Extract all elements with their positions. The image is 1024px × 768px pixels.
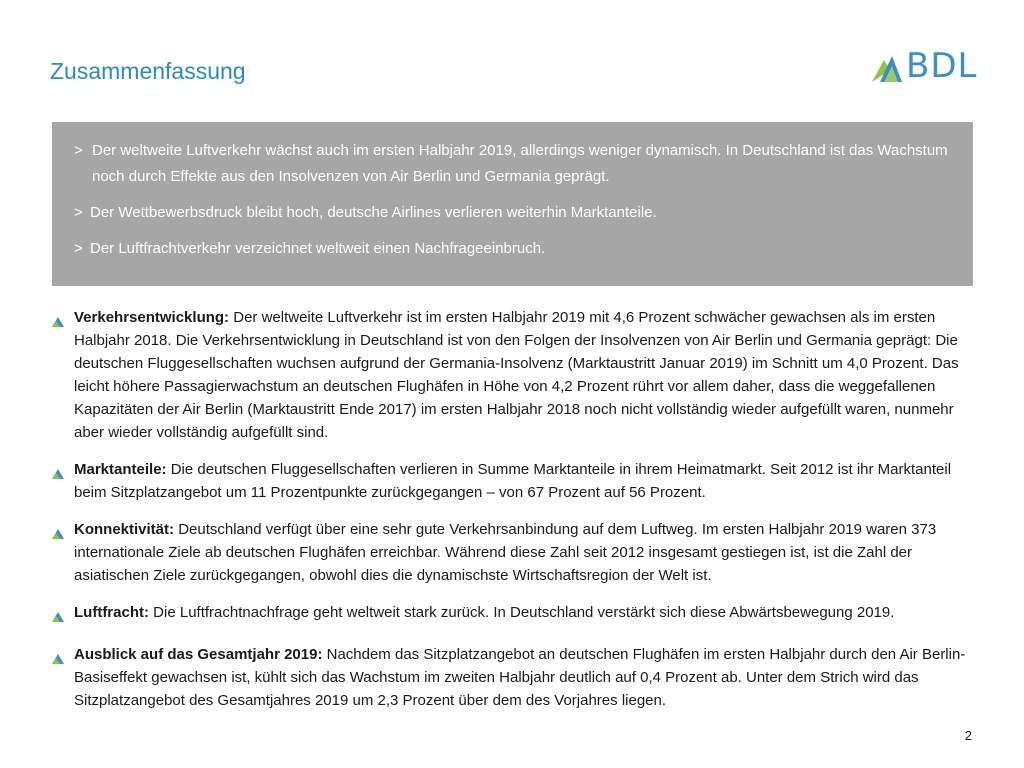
bullet-body: Nachdem das Sitzplatzangebot an deutschen Flughäfen im ersten Halbjahr durch den Air Berlin-Basiseffekt gewachsen ist, kühlt sich das Wachstum im zweiten Halbjahr deutlich auf 0,4 Prozent ab. Unter dem Strich wird das Sitzplatzangebot des Gesamtjahres 2019 um 2,3 Prozent über dem des Vorjahres liegen. xyxy=(74,646,966,709)
bullet-body: Deutschland verfügt über eine sehr gute Verkehrsanbindung auf dem Luftweg. Im ersten Halbjahr 2019 waren 373 internationale Ziele ab deutschen Flughäfen erreichbar xyxy=(74,521,937,561)
bullet-body: Die Luftfrachtnachfrage geht weltweit stark zurück. In Deutschland verstärkt sich diese Abwärtsbewegung 2019. xyxy=(153,604,895,621)
bullet-body: Der weltweite Luftverkehr ist im ersten Halbjahr 2019 mit 4,6 Prozent schwächer gewachsen als im ersten Halbjahr 2018. Die Verkehrsentwicklung in Deutschland ist von den Folgen der Insolvenzen von Air Berlin und Germania geprägt: Die deutschen Fluggesellschaften wuchsen aufgrund der Germania-Insolvenz (Marktaustritt Januar 2019) im Schnitt um 4,0 Prozent. Das leicht höhere Passagierwachstum an deutschen Flughäfen in Höhe von 4,2 Prozent rührt vor allem daher, dass die weggefallenen Kapazitäten der Air Berlin (Marktaustritt Ende 2017) im ersten Halbjahr 2018 noch nicht vollständig wieder aufgefüllt waren, nunmehr aber wieder vollständig aufgefüllt sind. xyxy=(74,309,959,441)
mountain-bullet-icon xyxy=(52,643,74,712)
bullet-text xyxy=(74,643,977,712)
bdl-logo-mark-icon xyxy=(870,46,904,86)
bdl-logo xyxy=(870,46,980,86)
bullet-body: Die deutschen Fluggesellschaften verlieren in Summe Marktanteile in ihrem Heimatmarkt. Seit 2012 ist ihr Marktanteil beim Sitzplatzangebot um 11 Prozentpunkte zurückgegangen – von 67 Prozent auf 56 Prozent. xyxy=(74,461,952,501)
page-title: Zusammenfassung xyxy=(50,58,246,84)
bullet-text xyxy=(74,518,977,587)
bullet-label: Verkehrsentwicklung: xyxy=(74,309,230,326)
bullet-list xyxy=(52,306,977,726)
bullet-item xyxy=(52,306,977,444)
bullet-label: Marktanteile: xyxy=(74,461,167,478)
summary-text: Der Luftfrachtverkehr verzeichnet weltweit einen Nachfrageeinbruch. xyxy=(90,240,546,257)
summary-marker: > xyxy=(74,204,83,221)
mountain-bullet-icon xyxy=(52,518,74,587)
bullet-body: Während diese Zahl seit 2012 insgesamt gestiegen ist, ist die Zahl der asiatischen Ziele zurückgegangen, obwohl dies die dynamischste Wirtschaftsregion der Welt ist. xyxy=(74,544,913,584)
summary-marker: > xyxy=(74,240,83,257)
summary-item xyxy=(74,200,949,226)
summary-item xyxy=(74,236,949,262)
page-number: 2 xyxy=(964,728,972,743)
mountain-bullet-icon xyxy=(52,306,74,444)
bullet-text xyxy=(74,601,977,629)
bullet-item xyxy=(52,458,977,504)
bullet-label: Konnektivität: xyxy=(74,521,175,538)
bullet-text xyxy=(74,306,977,444)
bullet-item xyxy=(52,601,977,629)
mountain-bullet-icon xyxy=(52,458,74,504)
logo-text: BDL xyxy=(906,46,978,86)
summary-box xyxy=(52,122,973,286)
bullet-accent: . xyxy=(436,544,441,561)
bullet-text xyxy=(74,458,977,504)
summary-text: Der weltweite Luftverkehr wächst auch im ersten Halbjahr 2019, allerdings weniger dynamisch. In Deutschland ist das Wachstum noch durch Effekte aus den Insolvenzen von Air Berlin und Germania geprägt. xyxy=(92,142,948,185)
bullet-label: Ausblick auf das Gesamtjahr 2019: xyxy=(74,646,323,663)
bullet-item xyxy=(52,643,977,712)
summary-text: Der Wettbewerbsdruck bleibt hoch, deutsche Airlines verlieren weiterhin Marktanteile. xyxy=(90,204,657,221)
bullet-label: Luftfracht: xyxy=(74,604,149,621)
mountain-bullet-icon xyxy=(52,601,74,629)
summary-item xyxy=(74,138,949,190)
bullet-item xyxy=(52,518,977,587)
summary-marker: > xyxy=(74,142,83,159)
